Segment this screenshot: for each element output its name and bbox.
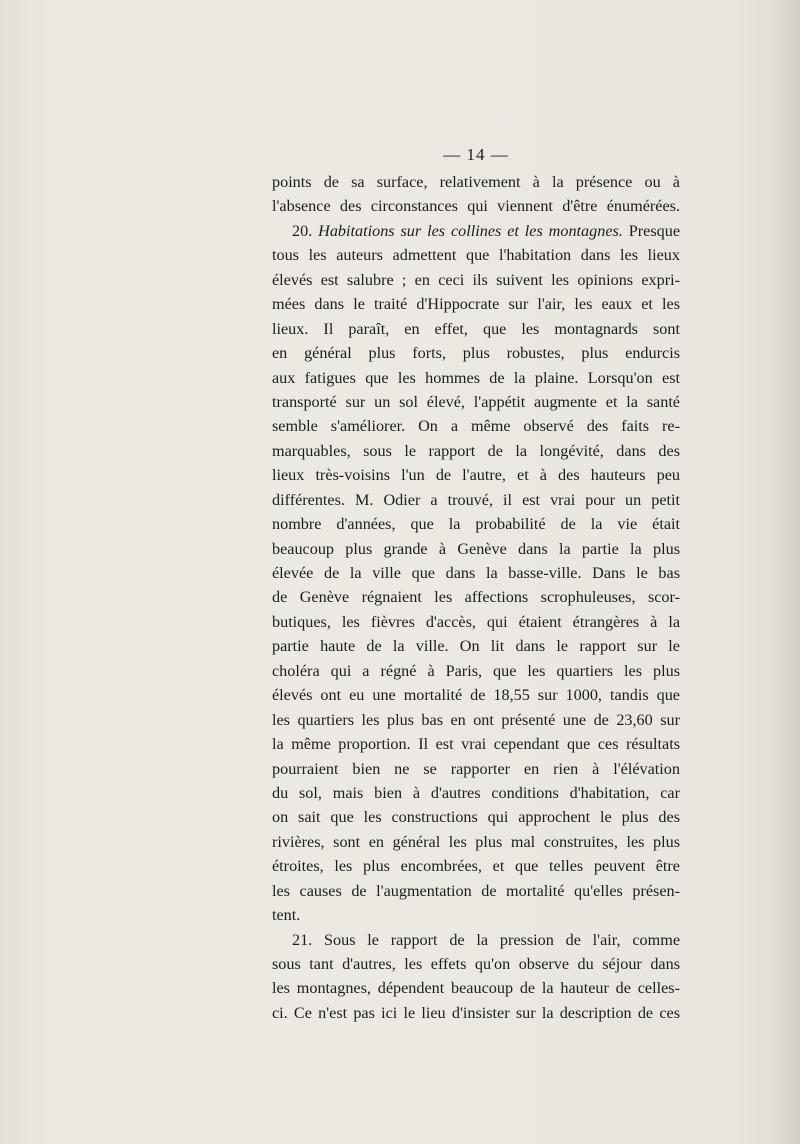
text-line: étroites, les plus encombrées, et que telles peuvent être bbox=[272, 857, 680, 876]
page-number: — 14 — bbox=[443, 145, 509, 164]
text-line: butiques, les fièvres d'accès, qui étaient étrangères à la bbox=[272, 612, 680, 631]
page-edge-shadow bbox=[774, 0, 800, 1144]
text-line: aux fatigues que les hommes de la plaine. Lorsqu'on est bbox=[272, 368, 680, 387]
text-line: 21. Sous le rapport de la pression de l'air, comme bbox=[292, 930, 680, 949]
text-line: élevés ont eu une mortalité de 18,55 sur 1000, tandis que bbox=[272, 686, 680, 705]
text-line: tent. bbox=[272, 906, 301, 925]
section-number: 20. bbox=[292, 221, 313, 240]
text-line: l'absence des circonstances qui viennent d'être énumérées. bbox=[272, 197, 680, 216]
text-block bbox=[272, 140, 680, 1025]
section-heading-line bbox=[272, 219, 680, 243]
text-line: partie haute de la ville. On lit dans le rapport sur le bbox=[272, 637, 680, 656]
text-line: les causes de l'augmentation de mortalité qu'elles présen- bbox=[272, 881, 680, 900]
text-line: mées dans le traité d'Hippocrate sur l'air, les eaux et les bbox=[272, 295, 680, 314]
text-line: rivières, sont en général les plus mal construites, les plus bbox=[272, 832, 680, 851]
text-line: de Genève régnaient les affections scrophuleuses, scor- bbox=[272, 588, 680, 607]
text-line: élevée de la ville que dans la basse-ville. Dans le bas bbox=[272, 564, 680, 582]
text-line: lieux. Il paraît, en effet, que les montagnards sont bbox=[272, 319, 680, 338]
text-line: différentes. M. Odier a trouvé, il est vrai pour un petit bbox=[272, 490, 680, 509]
text-line: la même proportion. Il est vrai cependant que ces résultats bbox=[272, 735, 680, 754]
text-line: lieux très-voisins l'un de l'autre, et à des hauteurs peu bbox=[272, 466, 680, 485]
text-line: les montagnes, dépendent beaucoup de la hauteur de celles- bbox=[272, 979, 680, 998]
text-line: beaucoup plus grande à Genève dans la partie la plus bbox=[272, 539, 680, 558]
text-line: points de sa surface, relativement à la présence ou à bbox=[272, 173, 680, 191]
text-line: choléra qui a régné à Paris, que les quartiers les plus bbox=[272, 661, 680, 680]
text-line: marquables, sous le rapport de la longévité, dans des bbox=[272, 441, 680, 460]
text-line: on sait que les constructions qui approchent le plus des bbox=[272, 808, 680, 827]
text-line: semble s'améliorer. On a même observé des faits re- bbox=[272, 417, 680, 436]
text-line: pourraient bien ne se rapporter en rien à l'élévation bbox=[272, 759, 680, 778]
text-line: les quartiers les plus bas en ont présenté une de 23,60 sur bbox=[272, 710, 680, 729]
section-title: Habitations sur les collines et les montagnes. bbox=[318, 221, 623, 240]
text-line: du sol, mais bien à d'autres conditions d'habitation, car bbox=[272, 783, 680, 802]
text-line: en général plus forts, plus robustes, plus endurcis bbox=[272, 344, 680, 363]
text-line: ci. Ce n'est pas ici le lieu d'insister sur la description de ces bbox=[272, 1003, 680, 1022]
text-line: tous les auteurs admettent que l'habitation dans les lieux bbox=[272, 246, 680, 265]
text-line: nombre d'années, que la probabilité de la vie était bbox=[272, 515, 680, 534]
text-line: élevés est salubre ; en ceci ils suivent les opinions expri- bbox=[272, 270, 680, 289]
text-line: transporté sur un sol élevé, l'appétit augmente et la santé bbox=[272, 392, 680, 411]
text-line: sous tant d'autres, les effets qu'on observe du séjour dans bbox=[272, 955, 680, 973]
section-text: Presque bbox=[628, 221, 680, 240]
